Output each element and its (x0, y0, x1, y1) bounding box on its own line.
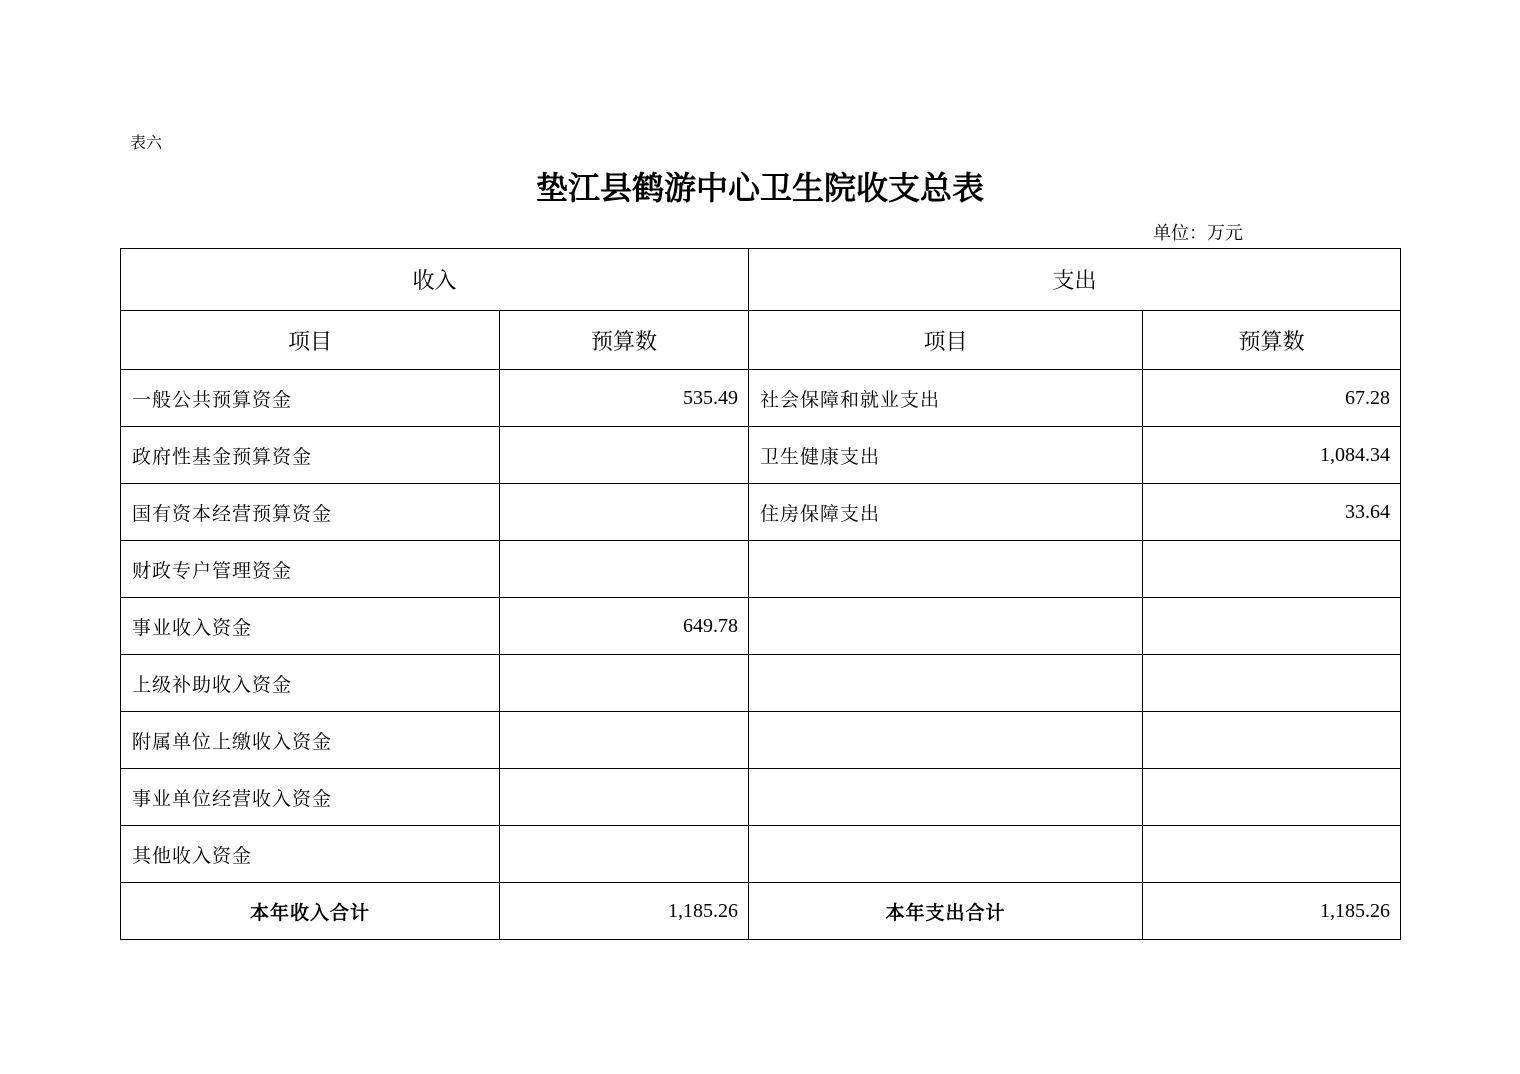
income-item-cell: 财政专户管理资金 (121, 541, 500, 598)
expense-item-cell: 住房保障支出 (749, 484, 1143, 541)
income-total-label: 本年收入合计 (121, 883, 500, 940)
table-row (121, 427, 1401, 484)
table-number-label: 表六 (130, 133, 163, 152)
income-item-cell: 事业单位经营收入资金 (121, 769, 500, 826)
expense-value-cell (1143, 655, 1401, 712)
income-value-cell (500, 712, 749, 769)
expense-value-cell (1143, 769, 1401, 826)
expense-value-cell: 33.64 (1143, 484, 1401, 541)
table-section-header-row (121, 249, 1401, 311)
totals-row (121, 883, 1401, 940)
income-value-cell (500, 826, 749, 883)
income-item-cell: 国有资本经营预算资金 (121, 484, 500, 541)
income-budget-column-header: 预算数 (500, 311, 749, 370)
income-value-cell: 649.78 (500, 598, 749, 655)
expense-item-cell (749, 541, 1143, 598)
income-value-cell: 535.49 (500, 370, 749, 427)
expense-section-header: 支出 (749, 249, 1401, 311)
table-row (121, 655, 1401, 712)
expense-value-cell (1143, 541, 1401, 598)
expense-total-value: 1,185.26 (1143, 883, 1401, 940)
income-item-column-header: 项目 (121, 311, 500, 370)
expense-total-label: 本年支出合计 (749, 883, 1143, 940)
income-total-value: 1,185.26 (500, 883, 749, 940)
expense-item-cell (749, 712, 1143, 769)
expense-item-cell (749, 769, 1143, 826)
expense-item-cell (749, 826, 1143, 883)
expense-item-cell: 卫生健康支出 (749, 427, 1143, 484)
budget-summary-table (120, 248, 1401, 940)
income-item-cell: 政府性基金预算资金 (121, 427, 500, 484)
expense-item-cell (749, 598, 1143, 655)
expense-value-cell: 67.28 (1143, 370, 1401, 427)
expense-budget-column-header: 预算数 (1143, 311, 1401, 370)
expense-value-cell (1143, 598, 1401, 655)
income-value-cell (500, 769, 749, 826)
table-row (121, 769, 1401, 826)
expense-value-cell (1143, 826, 1401, 883)
table-row (121, 541, 1401, 598)
table-row (121, 370, 1401, 427)
income-value-cell (500, 484, 749, 541)
income-item-cell: 附属单位上缴收入资金 (121, 712, 500, 769)
expense-value-cell: 1,084.34 (1143, 427, 1401, 484)
expense-item-column-header: 项目 (749, 311, 1143, 370)
expense-item-cell (749, 655, 1143, 712)
income-value-cell (500, 655, 749, 712)
table-row (121, 826, 1401, 883)
unit-label: 单位：万元 (1153, 223, 1243, 244)
income-item-cell: 事业收入资金 (121, 598, 500, 655)
income-section-header: 收入 (121, 249, 749, 311)
expense-value-cell (1143, 712, 1401, 769)
table-column-header-row (121, 311, 1401, 370)
income-item-cell: 上级补助收入资金 (121, 655, 500, 712)
document-title: 垫江县鹤游中心卫生院收支总表 (535, 169, 984, 207)
income-value-cell (500, 427, 749, 484)
income-value-cell (500, 541, 749, 598)
table-row (121, 484, 1401, 541)
income-item-cell: 其他收入资金 (121, 826, 500, 883)
expense-item-cell: 社会保障和就业支出 (749, 370, 1143, 427)
table-row (121, 712, 1401, 769)
table-row (121, 598, 1401, 655)
income-item-cell: 一般公共预算资金 (121, 370, 500, 427)
